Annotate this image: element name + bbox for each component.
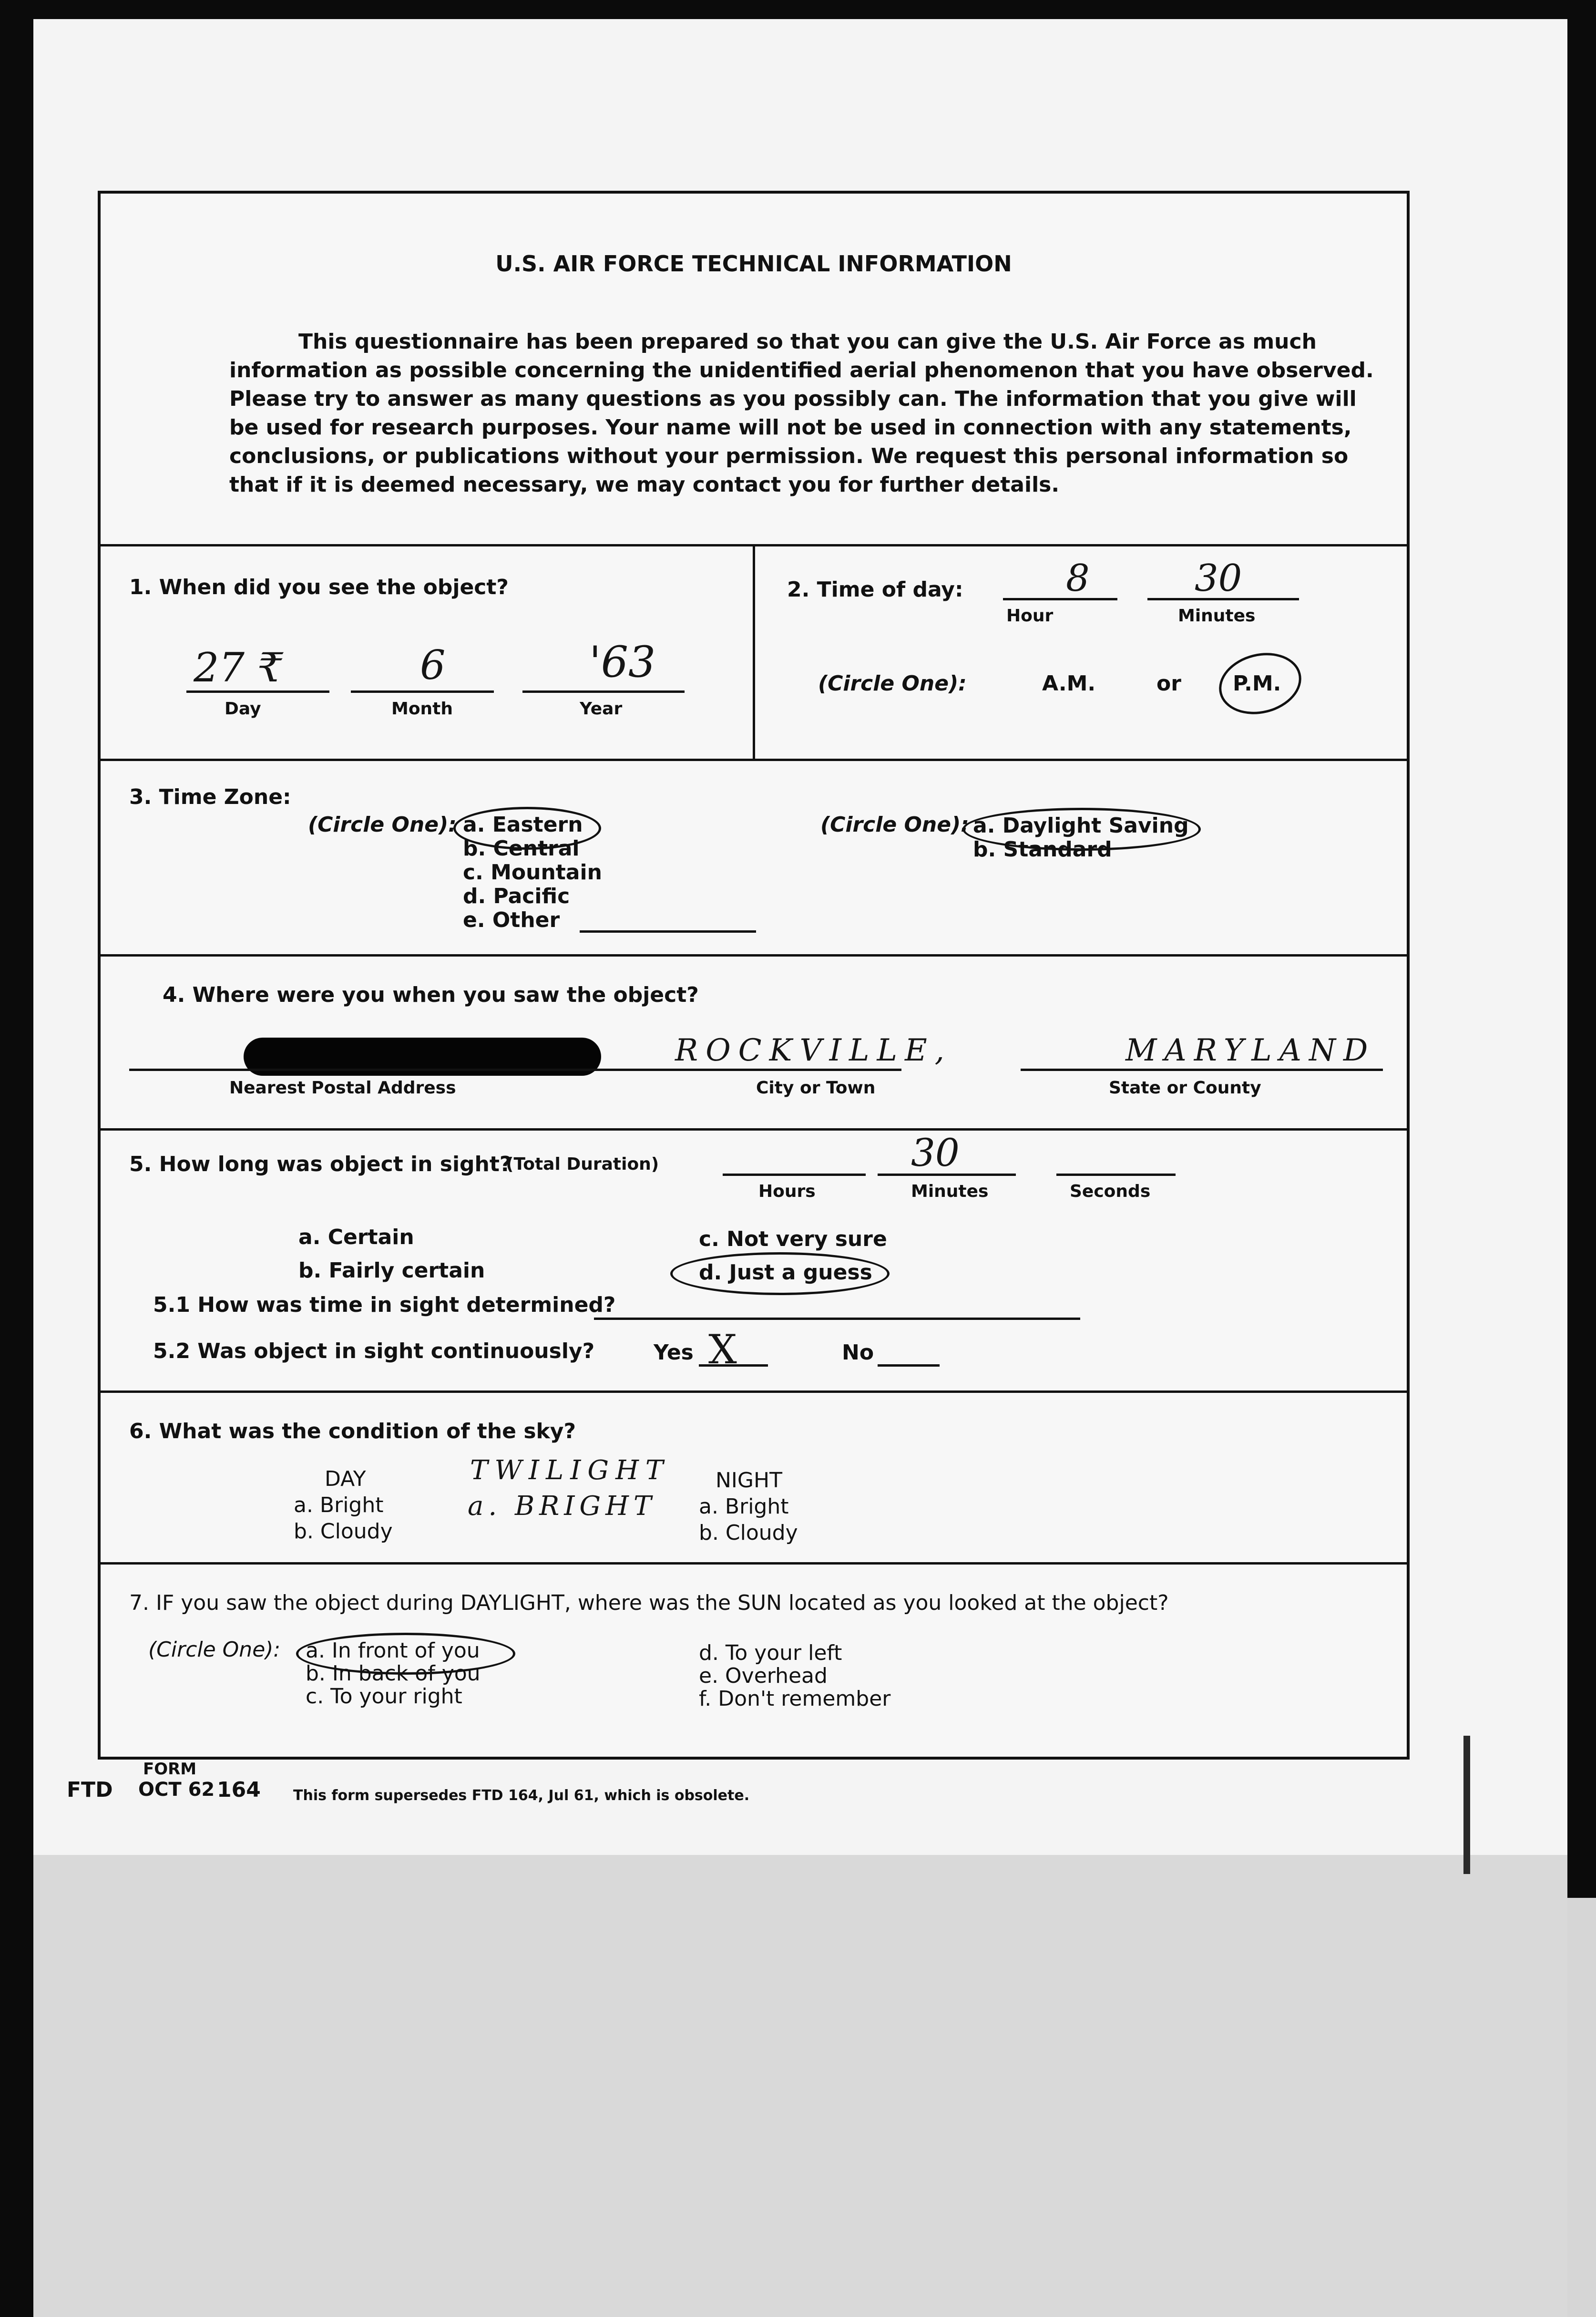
q2-pm-circle bbox=[1212, 645, 1308, 723]
q2-circle-one: (Circle One): bbox=[818, 671, 967, 696]
just-a-guess-circle bbox=[670, 1252, 890, 1295]
q5-2-question: 5.2 Was object in sight continuously? bbox=[153, 1339, 595, 1363]
q6-day-bright: a. Bright bbox=[294, 1493, 384, 1517]
header-section bbox=[101, 194, 1407, 546]
footer-date: OCT 62 bbox=[138, 1779, 215, 1801]
q5-question: 5. How long was object in sight? bbox=[129, 1152, 512, 1176]
address-label: Nearest Postal Address bbox=[229, 1078, 456, 1098]
intro-line-5: conclusions, or publications without your permission. We request this personal information so bbox=[229, 444, 1349, 468]
photo-background bbox=[33, 1855, 1567, 2317]
intro-line-6: that if it is deemed necessary, we may contact you for further details. bbox=[229, 473, 1060, 497]
q3-circle-one-left: (Circle One): bbox=[308, 813, 457, 837]
footer-form-label: FORM bbox=[143, 1760, 197, 1779]
q7-option-back: b. In back of you bbox=[306, 1661, 481, 1686]
sky-condition-section bbox=[101, 1393, 1407, 1565]
state-label: State or County bbox=[1109, 1078, 1261, 1098]
q1-year-label: Year bbox=[580, 699, 623, 719]
q2-minutes-label: Minutes bbox=[1178, 606, 1256, 626]
state-line bbox=[1021, 1069, 1383, 1071]
saving-daylight: a. Daylight Saving bbox=[973, 814, 1189, 838]
zone-pacific: d. Pacific bbox=[463, 884, 570, 908]
q2-pm: P.M. bbox=[1233, 671, 1281, 696]
zone-central: b. Central bbox=[463, 836, 580, 861]
q1-month-label: Month bbox=[391, 699, 453, 719]
q5-seconds-line bbox=[1056, 1174, 1176, 1176]
q4-state-answer: MARYLAND bbox=[1125, 1033, 1376, 1068]
q1-year-answer: '63 bbox=[589, 637, 656, 687]
q5-minutes-line bbox=[878, 1174, 1016, 1176]
q7-question: 7. IF you saw the object during DAYLIGHT, where was the SUN located as you looked at the object? bbox=[129, 1591, 1169, 1615]
address-line bbox=[129, 1069, 634, 1071]
zone-other-line bbox=[580, 930, 756, 933]
q6-night-bright: a. Bright bbox=[699, 1494, 789, 1519]
q6-twilight-heading: TWILIGHT bbox=[470, 1455, 670, 1486]
q5-2-no-line bbox=[878, 1364, 940, 1367]
q1-day-answer: 27 ₹ bbox=[194, 644, 283, 691]
q6-day-heading: DAY bbox=[325, 1467, 366, 1491]
q2-hour-line bbox=[1003, 598, 1117, 600]
saving-standard: b. Standard bbox=[973, 837, 1112, 862]
q1-day-label: Day bbox=[225, 699, 261, 719]
q5-option-not-very-sure: c. Not very sure bbox=[699, 1227, 887, 1251]
q6-night-heading: NIGHT bbox=[716, 1468, 782, 1493]
q4-city-answer: ROCKVILLE, bbox=[675, 1033, 952, 1068]
q6-day-cloudy: b. Cloudy bbox=[294, 1519, 393, 1544]
q2-or: or bbox=[1156, 671, 1181, 696]
q6-twilight-answer: a. BRIGHT bbox=[468, 1491, 656, 1522]
q5-total-duration: (Total Duration) bbox=[506, 1154, 659, 1174]
intro-line-3: Please try to answer as many questions as you possibly can. The information that you give will bbox=[229, 387, 1357, 411]
page-edge-shadow bbox=[1463, 1736, 1470, 1874]
q5-seconds-label: Seconds bbox=[1070, 1182, 1151, 1201]
q2-minutes-answer: 30 bbox=[1195, 557, 1242, 600]
q5-2-yes-mark: X bbox=[708, 1326, 737, 1373]
date-time-section bbox=[101, 546, 1407, 761]
q5-hours-line bbox=[723, 1174, 866, 1176]
intro-line-2: information as possible concerning the unidentified aerial phenomenon that you have observed. bbox=[229, 358, 1374, 382]
q5-option-just-a-guess: d. Just a guess bbox=[699, 1260, 872, 1285]
q5-1-line bbox=[594, 1318, 1080, 1320]
q2-minutes-line bbox=[1147, 598, 1299, 600]
questionnaire-form bbox=[98, 191, 1410, 1760]
q1-year-line bbox=[522, 690, 685, 693]
q5-option-fairly-certain: b. Fairly certain bbox=[298, 1258, 485, 1283]
q3-circle-one-right: (Circle One): bbox=[820, 813, 969, 837]
intro-line-4: be used for research purposes. Your name will not be used in connection with any statements, bbox=[229, 415, 1352, 440]
zone-eastern: a. Eastern bbox=[463, 813, 583, 837]
q2-hour-label: Hour bbox=[1006, 606, 1054, 626]
q5-hours-label: Hours bbox=[758, 1182, 816, 1201]
column-divider bbox=[753, 546, 755, 759]
duration-section bbox=[101, 1131, 1407, 1393]
q5-option-certain: a. Certain bbox=[298, 1225, 414, 1249]
q7-option-overhead: e. Overhead bbox=[699, 1664, 828, 1688]
footer-ftd: FTD bbox=[67, 1778, 113, 1802]
photo-frame-top bbox=[0, 0, 1596, 19]
zone-other: e. Other bbox=[463, 908, 560, 932]
in-front-circle bbox=[296, 1633, 515, 1675]
location-section bbox=[101, 957, 1407, 1131]
q6-question: 6. What was the condition of the sky? bbox=[129, 1419, 576, 1443]
photo-frame-left bbox=[0, 0, 33, 2317]
q7-option-dont-remember: f. Don't remember bbox=[699, 1687, 891, 1711]
q2-am: A.M. bbox=[1042, 671, 1096, 696]
intro-line-1: This questionnaire has been prepared so that you can give the U.S. Air Force as much bbox=[298, 330, 1317, 354]
q1-month-line bbox=[351, 690, 494, 693]
q7-option-left: d. To your left bbox=[699, 1641, 842, 1665]
zone-eastern-circle bbox=[453, 807, 601, 850]
q5-2-yes: Yes bbox=[654, 1340, 694, 1365]
footer-note: This form supersedes FTD 164, Jul 61, which is obsolete. bbox=[293, 1787, 750, 1804]
q1-day-line bbox=[186, 690, 329, 693]
q4-question: 4. Where were you when you saw the object? bbox=[163, 983, 699, 1007]
footer-number: 164 bbox=[217, 1778, 261, 1802]
zone-mountain: c. Mountain bbox=[463, 860, 602, 885]
q2-question: 2. Time of day: bbox=[787, 577, 963, 602]
form-title: U.S. AIR FORCE TECHNICAL INFORMATION bbox=[495, 251, 1012, 277]
city-label: City or Town bbox=[756, 1078, 876, 1098]
q2-hour-answer: 8 bbox=[1066, 557, 1090, 600]
q7-option-right: c. To your right bbox=[306, 1684, 462, 1709]
q1-month-answer: 6 bbox=[420, 642, 446, 689]
q7-circle-one: (Circle One): bbox=[148, 1637, 281, 1662]
q1-question: 1. When did you see the object? bbox=[129, 575, 509, 599]
q3-question: 3. Time Zone: bbox=[129, 785, 291, 809]
time-zone-section bbox=[101, 761, 1407, 957]
q5-2-no: No bbox=[842, 1340, 874, 1365]
q5-1-question: 5.1 How was time in sight determined? bbox=[153, 1293, 616, 1317]
q5-minutes-answer: 30 bbox=[911, 1131, 960, 1175]
q5-2-yes-line bbox=[699, 1364, 768, 1367]
photo-frame-right bbox=[1567, 0, 1596, 1898]
daylight-saving-circle bbox=[962, 808, 1201, 851]
q6-night-cloudy: b. Cloudy bbox=[699, 1521, 798, 1545]
sun-position-section bbox=[101, 1565, 1407, 1757]
q7-option-front: a. In front of you bbox=[306, 1638, 480, 1663]
q5-minutes-label: Minutes bbox=[911, 1182, 989, 1201]
city-line bbox=[630, 1069, 901, 1071]
